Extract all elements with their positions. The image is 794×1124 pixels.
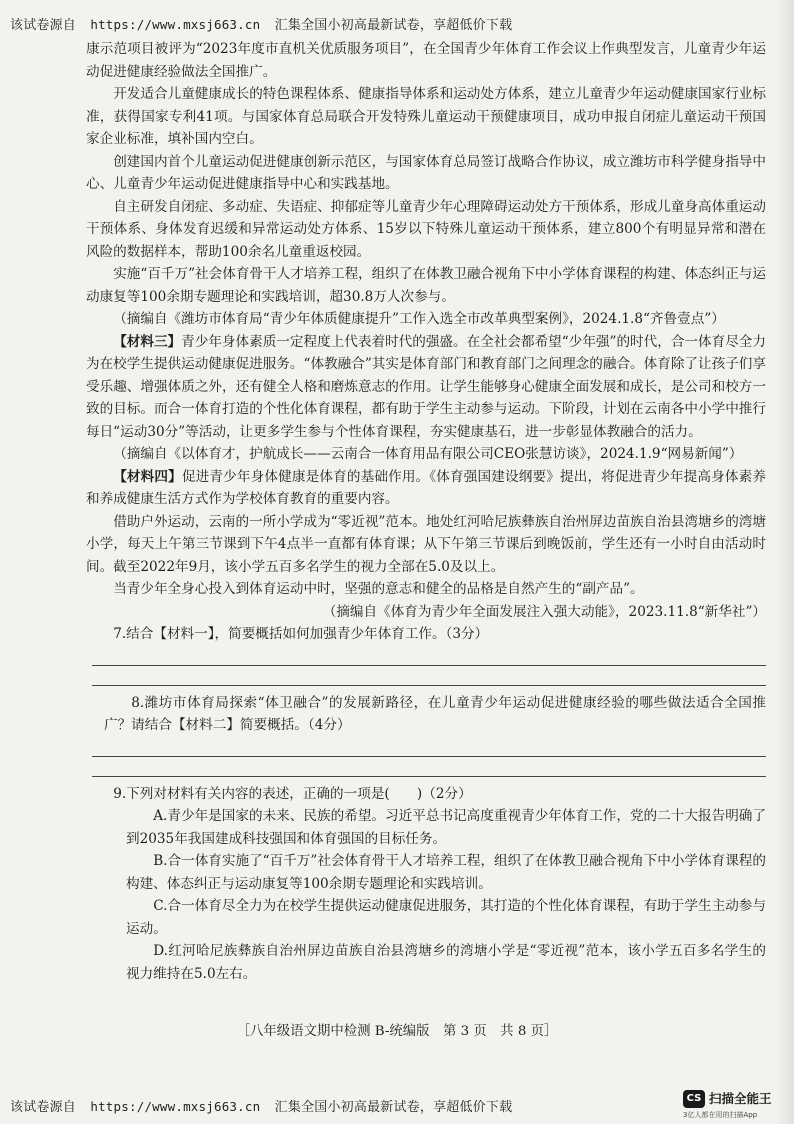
watermark-site: 该试卷源自 [10, 1100, 77, 1115]
material2-source: （摘编自《潍坊市体育局“青少年体质健康提升”工作入选全市改革典型案例》，2024.1.8“齐鲁壹点”） [113, 311, 725, 327]
question-9: 9.下列对材料有关内容的表述，正确的一项是( )（2分） [113, 785, 472, 802]
page-footer: ［八年级语文期中检测 B-统编版 第 3 页 共 8 页］ [236, 1024, 558, 1039]
option-c[interactable]: C.合一体育尽全力为在校学生提供运动健康促进服务，其打造的个性化体育课程，有助于学生主动参与运动。 [126, 898, 766, 937]
material2-paragraph: 实施“百千万”社会体育骨干人才培养工程，组织了在体教卫融合视角下中小学体育课程的构建、体态纠正与运动康复等100余期专题理论和实践培训，超30.8万人次参与。 [86, 266, 766, 305]
material4-paragraph: 当青少年全身心投入到体育运动中时，坚强的意志和健全的品格是自然产生的“副产品”。 [113, 581, 644, 597]
option-a[interactable]: A.青少年是国家的未来、民族的希望。习近平总书记高度重视青少年体育工作，党的二十大报告明确了到2035年我国建成科技强国和体育强国的目标任务。 [126, 808, 766, 847]
option-b[interactable]: B.合一体育实施了“百千万”社会体育骨干人才培养工程，组织了在体教卫融合视角下中小学体育课程的构建、体态纠正与运动康复等100余期专题理论和实践培训。 [126, 853, 766, 892]
page-content [86, 38, 766, 985]
material4-source: （摘编自《体育为青少年全面发展注入强大动能》，2023.11.8“新华社”） [322, 603, 766, 620]
material3-label: 【材料三】 [113, 333, 182, 350]
watermark-slogan: 汇集全国小初高最新试卷，享超低价下载 [274, 1100, 513, 1115]
material3-source: （摘编自《以体育才，护航成长——云南合一体育用品有限公司CEO张慧访谈》，2024.1.9“网易新闻”） [113, 446, 743, 462]
scanner-logo [683, 1090, 783, 1124]
material2-paragraph: 自主研发自闭症、多动症、失语症、抑郁症等儿童青少年心理障碍运动处方干预体系，形成儿童身高体重运动干预体系、身体发育迟缓和异常运动处方体系、15岁以下特殊儿童运动干预体系，建立800个有明显异常和潜在风险的数据样本，帮助100余名儿童重返校园。 [86, 198, 766, 260]
material2-paragraph: 开发适合儿童健康成长的特色课程体系、健康指导体系和运动处方体系，建立儿童青少年运动健康国家行业标准，获得国家专利41项。与国家体育总局联合开发特殊儿童运动干预健康项目，成功申报自闭症儿童运动干预国家企业标准，填补国内空白。 [86, 86, 766, 147]
scanner-badge-icon: CS [683, 1090, 705, 1108]
material2-paragraph: 创建国内首个儿童运动促进健康创新示范区，与国家体育总局签订战略合作协议，成立潍坊市科学健身指导中心、儿童青少年运动促进健康指导中心和实践基地。 [86, 153, 766, 192]
material4-label: 【材料四】 [113, 468, 182, 485]
watermark-site: 该试卷源自 [10, 18, 77, 33]
watermark-slogan: 汇集全国小初高最新试卷，享超低价下载 [274, 18, 513, 33]
scanner-name: 扫描全能王 [709, 1091, 772, 1106]
question-8: 8.潍坊市体育局探索“体卫融合”的发展新路径，在儿童青少年运动促进健康经验的哪些做法适合全国推广？请结合【材料二】简要概括。（4分） [104, 694, 766, 733]
page-edge-shadow [776, 0, 794, 1124]
material4-paragraph [86, 466, 766, 511]
option-d[interactable]: D.红河哈尼族彝族自治州屏边苗族自治县湾塘乡的湾塘小学是“零近视”范本，该小学五百多名学生的视力维持在5.0左右。 [126, 943, 766, 982]
watermark-top [10, 14, 630, 33]
answer-line[interactable] [92, 757, 766, 777]
scanner-tagline: 3亿人都在用的扫描App [683, 1111, 758, 1119]
watermark-url[interactable]: https://www.mxsj663.cn [90, 1099, 261, 1114]
material4-paragraph: 借助户外运动，云南的一所小学成为“零近视”范本。地处红河哈尼族彝族自治州屏边苗族自治县湾塘乡的湾塘小学，每天上午第三节课到下午4点半一直都有体育课；从下午第三节课后到晚饭前，学生还有一小时自由活动时间。截至2022年9月，该小学五百多名学生的视力全部在5.0及以上。 [86, 513, 766, 575]
watermark-bottom [10, 1096, 630, 1115]
material4-text: 促进青少年身体健康是体育的基础作用。《体育强国建设纲要》提出，将促进青少年提高身体素养和养成健康生活方式作为学校体育教育的重要内容。 [86, 468, 767, 507]
material3-paragraph [86, 331, 766, 444]
watermark-url[interactable]: https://www.mxsj663.cn [90, 17, 261, 32]
material2-paragraph: 康示范项目被评为“2023年度市直机关优质服务项目”，在全国青少年体育工作会议上作典型发言，儿童青少年运动促进健康经验做法全国推广。 [86, 41, 766, 80]
question-7: 7.结合【材料一】，简要概括如何加强青少年体育工作。（3分） [113, 626, 489, 642]
answer-line[interactable] [92, 646, 766, 666]
answer-line[interactable] [92, 666, 766, 686]
answer-line[interactable] [92, 737, 766, 757]
material3-text: 青少年身体素质一定程度上代表着时代的强盛。在全社会都希望“少年强”的时代，合一体育尽全力为在校学生提供运动健康促进服务。“体教融合”其实是体育部门和教育部门之间理念的融合。体育除了让孩子们享受乐趣、增强体质之外，还有健全人格和磨炼意志的作用。让学生能够身心健康全面发展和成长，是公司和校方一致的目标。而合一体育打造的个性化体育课程，都有助于学生主动参与运动。下阶段，计划在云南各中小学中推行每日“运动30分”等活动，让更多学生参与个性体育课程，夯实健康基石，进一步彰显体教融合的活力。 [86, 333, 766, 440]
